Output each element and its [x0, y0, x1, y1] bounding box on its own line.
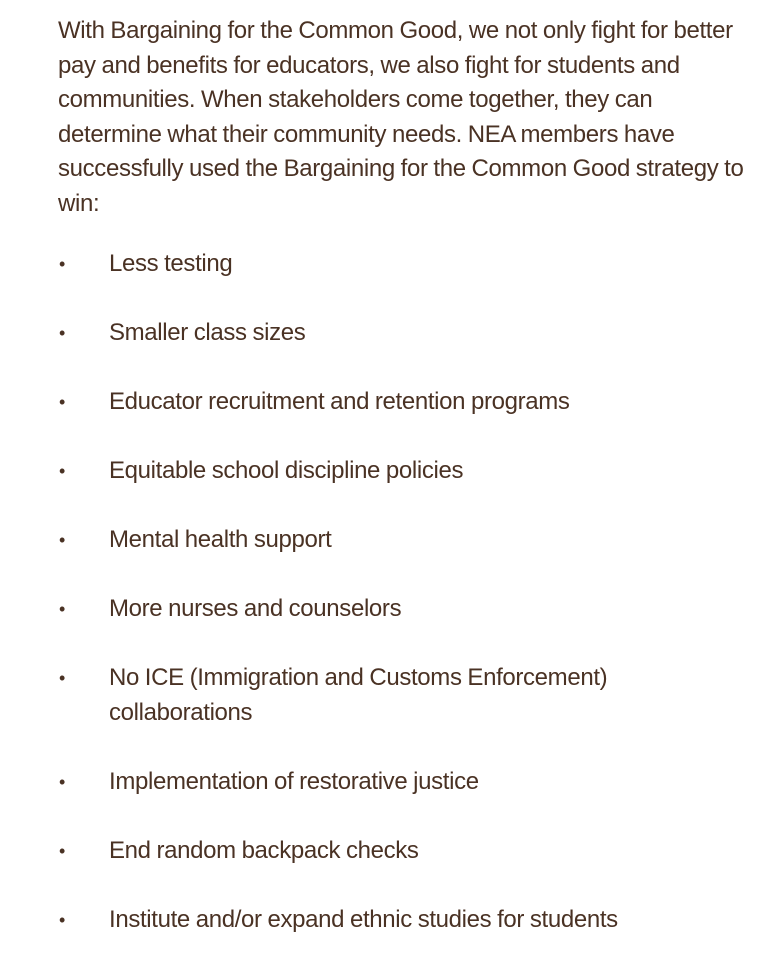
list-item-text: Less testing — [109, 249, 233, 277]
list-item — [58, 454, 748, 489]
list-item — [58, 316, 748, 351]
bullet-icon: • — [59, 840, 66, 861]
list-item-text: Equitable school discipline policies — [109, 456, 464, 484]
list-item-text: Institute and/or expand ethnic studies for students — [109, 906, 618, 933]
bullet-icon: • — [59, 253, 66, 274]
bullet-icon: • — [59, 771, 66, 792]
bullet-icon: • — [59, 668, 66, 689]
benefits-list — [58, 247, 748, 938]
bullet-icon: • — [59, 322, 66, 343]
article-body — [58, 14, 748, 972]
bullet-icon: • — [59, 391, 66, 412]
intro-paragraph: With Bargaining for the Common Good, we not only fight for better pay and benefits for educators, we also fight for students and communities. When stakeholders come together, they can determine what their community needs. NEA members have successfully used the Bargaining for the Common Good strategy to win: — [58, 17, 744, 217]
list-item — [58, 592, 748, 627]
list-item — [58, 661, 748, 730]
list-item — [58, 903, 748, 938]
list-item-text: No ICE (Immigration and Customs Enforcement) collaborations — [109, 664, 608, 726]
list-item-text: Educator recruitment and retention programs — [109, 387, 570, 415]
bullet-icon: • — [59, 460, 66, 481]
list-item — [58, 834, 748, 869]
bullet-icon: • — [59, 599, 66, 620]
list-item — [58, 523, 748, 558]
list-item — [58, 765, 748, 800]
list-item-text: Mental health support — [109, 525, 332, 553]
list-item-text: More nurses and counselors — [109, 595, 402, 623]
list-item — [58, 247, 748, 282]
list-item-text: Smaller class sizes — [109, 318, 306, 346]
list-item-text: End random backpack checks — [109, 836, 419, 864]
list-item — [58, 385, 748, 420]
list-item-text: Implementation of restorative justice — [109, 767, 479, 795]
bullet-icon: • — [59, 529, 66, 550]
bullet-icon: • — [59, 910, 66, 930]
